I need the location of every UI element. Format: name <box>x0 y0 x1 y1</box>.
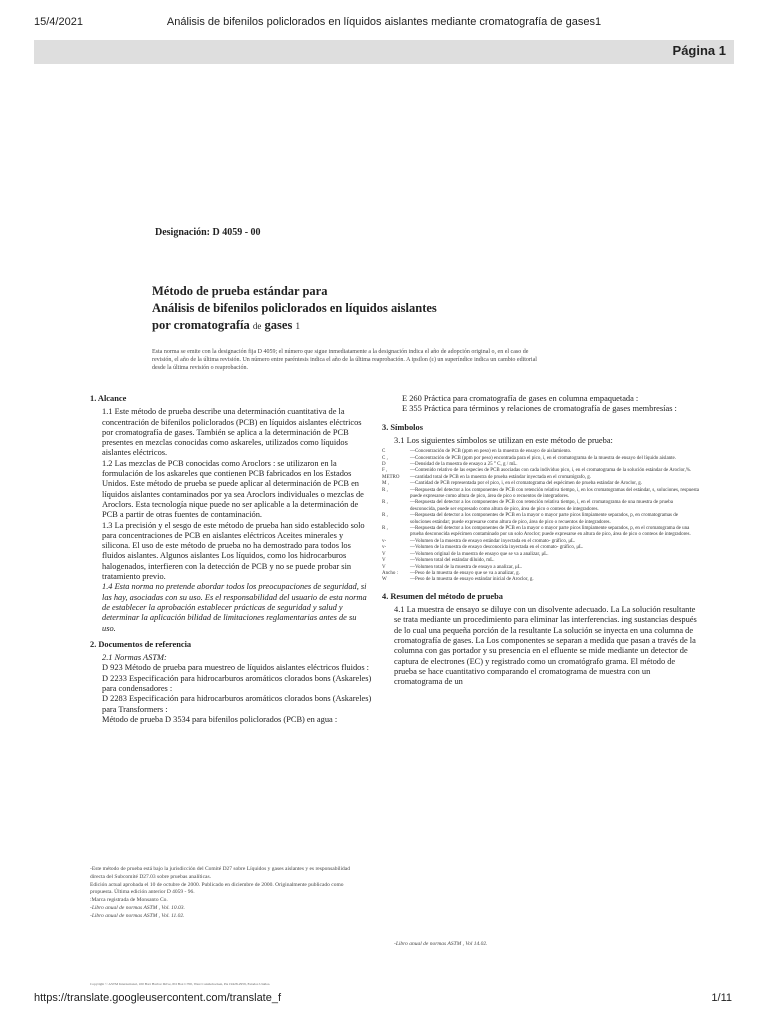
print-page-title: Análisis de bifenilos policlorados en líquidos aislantes mediante cromatografía de gases1 <box>166 16 602 28</box>
paragraph-1-2: 1.2 Las mezclas de PCB conocidas como Aroclors : se utilizaron en la formulación de los askareles que contienen PCB fabricados en los Estados Unidos. Este método de prueba se puede aplicar al determinación de PCB en líquidos aislantes contaminados por ya sea Aroclors individuales o mezclas de Aroclors. Esta tecnología nique puede no ser aplicable a la determinación de PCB a partir de otras fuentes de contaminación. <box>102 458 364 520</box>
symbol-entry: V —Volumen original de la muestra de ensayo que se va a analizar, μL. <box>382 551 549 557</box>
symbol-entry: v- —Volumen de la muestra de ensayo desconocida inyectada en el cromato- gráfico, μL. <box>382 545 584 551</box>
astm-standards-label: 2.1 Normas ASTM: <box>102 653 167 663</box>
left-column <box>90 394 372 725</box>
reference-e260: E 260 Práctica para cromatografía de gases en columna empaquetada : <box>402 394 639 403</box>
symbol-entry: C —Concentración de PCB (ppm en peso) en la muestra de ensayo de aislamiento. <box>382 449 572 455</box>
footnote: -Este método de prueba está bajo la jurisdicción del Comité D27 sobre Líquidos y gases aislantes y es responsabilidad directa del Subcomité D27.03 sobre pruebas analíticas. <box>90 866 350 880</box>
page-label-bar <box>34 40 734 64</box>
paragraph-1-4: 1.4 Esta norma no pretende abordar todos los preocupaciones de seguridad, si las hay, asociadas con su uso. Es el responsabilidad del usuario de esta norma de establecer la aprobación establecer prácticas de seguridad y salud y determinar la aplicación bilidad de limitaciones reglamentarias antes de su uso. <box>102 582 367 633</box>
symbol-entry: Ancho : —Peso de la muestra de ensayo que se va a analizar, g. <box>382 570 520 576</box>
symbol-entry: F , —Contenido relativo de las especies de PCB asociadas con cada individuo pico, i, en el cromatograma de la solución estándar de Aroclor,%. <box>382 468 692 474</box>
issued-note: Esta norma se emite con la designación fija D 4059; el número que sigue inmediatamente a la designación indica el año de adopción original o, en el caso de revisión, el año de la última revisión. Un número entre paréntesis indica el año de la última reaprobación. A ipsilon (ε) un superíndice indica un cambio editorial desde la última revisión o reaprobación. <box>152 349 537 371</box>
title-line-3: por cromatografía de gases 1 <box>152 318 300 332</box>
symbol-entry: R , —Respuesta del detector a los componentes de PCB con retención relativa tiempo, i, en el cromatograma de una muestra de prueba desconocida, puede ser expresado como altura de pico, área de pico o conteos de integradores. <box>382 500 673 512</box>
right-column <box>382 394 700 687</box>
print-footer <box>0 992 768 1012</box>
symbol-entry: V —Volumen total del estándar diluido, mL. <box>382 558 495 564</box>
symbol-entry: v- —Volumen de la muestra de ensayo estándar inyectada en el cromato- gráfico, μL. <box>382 538 576 544</box>
symbol-entry: R , —Respuesta del detector a los componentes de PCB con retención relativa tiempo, i, en los cromatogramas del estándar, s, soluciones, respuesta puede expresarse como altura de pico, área de pico o recuentos de integradores. <box>382 487 700 500</box>
paragraph-1-1: 1.1 Este método de prueba describe una determinación cuantitativa de la concentración de bifenilos policlorados (PCB) en líquidos aislantes eléctricos por cromatografía de gases. También se aplica a la determinación de PCB presentes en mezclas conocidas como askareles, utilizados como líquidos aislantes eléctricos. <box>102 407 362 458</box>
print-url: https://translate.googleusercontent.com/translate_f <box>34 992 282 1004</box>
print-date: 15/4/2021 <box>34 16 83 28</box>
symbol-entry: M , —Cantidad de PCB representada por el pico, i, en el cromatograma del espécimen de prueba estándar de Aroclor, g. <box>382 481 642 487</box>
page-label: Página 1 <box>672 43 726 58</box>
document-title <box>152 283 572 335</box>
symbol-entry: METRO —cantidad total de PCB en la muestra de prueba estándar inyectada en el cromatógrafo, g. <box>382 474 592 480</box>
symbol-entry: R , —Respuesta del detector a los componentes de PCB en la mayor o mayor parte picos limpiamente separados, p, en cromatogramas de soluciones estándar; puede expresarse como altura de pico, área de pico o recuentos de integradores. <box>382 513 678 525</box>
copyright-notice: Copyright © ASTM International, 100 Barr Harbor Drive, PO Box C700, West Conshohocken, PA 19428-2959, Estados Unidos. <box>90 982 271 986</box>
footnotes <box>90 866 360 921</box>
section-4-heading: 4. Resumen del método de prueba <box>382 591 503 601</box>
section-2-heading: 2. Documentos de referencia <box>90 639 192 649</box>
symbols-intro: 3.1 Los siguientes símbolos se utilizan en este método de prueba: <box>394 435 613 445</box>
print-header <box>0 16 768 36</box>
reference-d3534: Método de prueba D 3534 para bifenilos policlorados (PCB) en agua : <box>102 714 338 724</box>
footnote: -Libro anual de normas ASTM , Vol. 10.03. <box>90 904 185 911</box>
right-footnote: -Libro anual de normas ASTM , Vol 14.02. <box>394 941 488 947</box>
reference-e355: E 355 Práctica para términos y relaciones de cromatografía de gases membresías : <box>402 404 677 414</box>
title-line-1: Método de prueba estándar para <box>152 284 328 298</box>
designation: Designación: D 4059 - 00 <box>155 227 261 238</box>
footnote: -Libro anual de normas ASTM , Vol. 11.02. <box>90 912 185 919</box>
symbol-entry: C , —Concentración de PCB (ppm por peso) encontrada para el pico, i, en el cromatograma de la muestra de ensayo del líquido aislante. <box>382 455 677 461</box>
reference-d2233: D 2233 Especificación para hidrocarburos aromáticos clorados bons (Askareles) para condensadores : <box>102 673 372 694</box>
symbol-entry: D —Densidad de la muestra de ensayo a 25 ° C, g / mL. <box>382 462 518 467</box>
section-1-heading: 1. Alcance <box>90 394 127 403</box>
reference-d923: D 923 Método de prueba para muestreo de líquidos aislantes eléctricos fluidos : <box>102 663 369 673</box>
paragraph-1-3: 1.3 La precisión y el sesgo de este método de prueba han sido establecido solo para concentraciones de PCB en aislantes eléctricos Aceites minerales y silicona. El uso de este método de prueba no ha demostrado para todos los fluidos aislantes. Algunos aislantes Los líquidos, como los hidrocarburos halogenados, interfieren con la detección de PCB y no se puede probar sin tratamiento previo. <box>102 520 365 582</box>
footnote: Edición actual aprobada el 10 de octubre de 2000. Publicado en diciembre de 2000. Originalmente publicado como propuesta. Última edición anterior D 4059 - 96. <box>90 881 344 896</box>
symbols-list <box>382 449 700 584</box>
section-3-heading: 3. Símbolos <box>382 422 423 432</box>
reference-d2283: D 2283 Especificación para hidrocarburos aromáticos clorados bons (Askareles) para Transformers : <box>102 694 372 714</box>
symbol-entry: V —Volumen total de la muestra de ensayo a analizar, μL. <box>382 564 522 570</box>
symbol-entry: R , —Respuesta del detector a los componentes de PCB en la mayor o mayor parte picos limpiamente separados, p, en el cromatograma de una prueba desconocida espécimen contaminado por un solo Aroclor; puede expresarse en altura de pico, área de pico o conteos de integradores. <box>382 526 691 538</box>
symbol-entry: W —Peso de la muestra de ensayo estándar inicial de Aroclor, g. <box>382 577 534 583</box>
print-page-count: 1/11 <box>711 992 732 1004</box>
title-line-2: Análisis de bifenilos policlorados en líquidos aislantes <box>152 301 437 315</box>
paragraph-4-1: 4.1 La muestra de ensayo se diluye con un disolvente adecuado. La La solución resultante se trata mediante un procedimiento para eliminar las interferencias. ing sustancias después de lo cual una pequeña porción de la resultante La solución se inyecta en una columna de cromatografía de gases. La Los componentes se separan a medida que pasan a través de la columna con gas portador y su presencia en el efluente se mide mediante un detector de captura de electrones (EC) y registrado como un cromatógrafo grama. El método de prueba se hace cuantitativo comparando el cromatograma de muestra con un cromatograma de un <box>394 605 697 687</box>
footnote: :Marca registrada de Monsanto Co. <box>90 897 168 904</box>
